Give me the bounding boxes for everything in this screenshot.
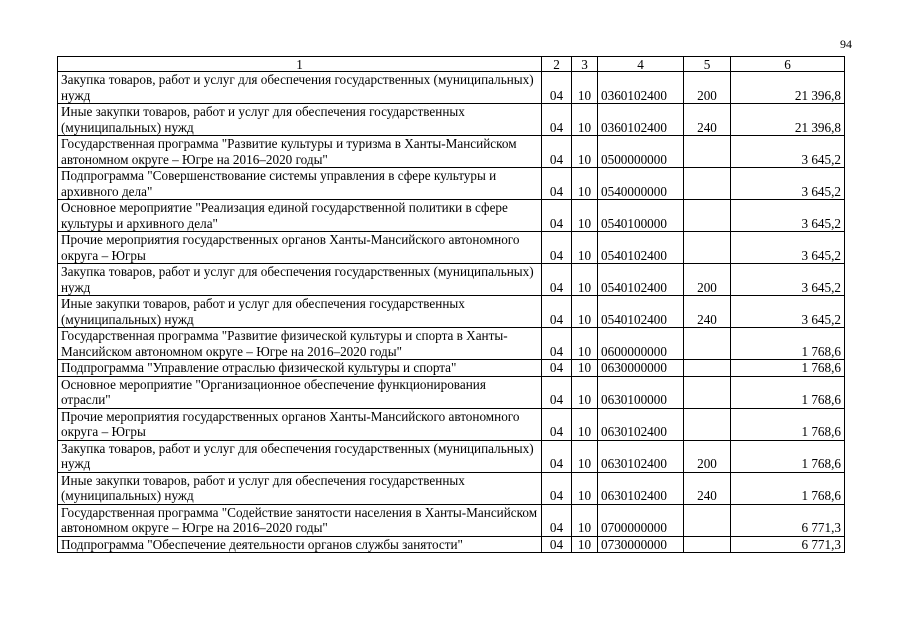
row-section: 04 bbox=[542, 328, 572, 360]
table-row bbox=[58, 472, 845, 504]
row-expense-type: 200 bbox=[684, 72, 731, 104]
row-name: Иные закупки товаров, работ и услуг для обеспечения государственных (муниципальных) нужд bbox=[58, 104, 542, 136]
row-subsection: 10 bbox=[572, 136, 598, 168]
row-expense-type bbox=[684, 376, 731, 408]
column-header: 3 bbox=[572, 57, 598, 72]
row-section: 04 bbox=[542, 536, 572, 553]
row-target-code: 0630102400 bbox=[598, 472, 684, 504]
row-name: Основное мероприятие "Организационное обеспечение функционирования отрасли" bbox=[58, 376, 542, 408]
row-expense-type bbox=[684, 408, 731, 440]
row-section: 04 bbox=[542, 376, 572, 408]
row-section: 04 bbox=[542, 440, 572, 472]
column-header: 6 bbox=[731, 57, 845, 72]
row-expense-type bbox=[684, 360, 731, 377]
row-subsection: 10 bbox=[572, 472, 598, 504]
row-expense-type: 240 bbox=[684, 104, 731, 136]
row-section: 04 bbox=[542, 200, 572, 232]
row-subsection: 10 bbox=[572, 200, 598, 232]
row-name: Подпрограмма "Совершенствование системы управления в сфере культуры и архивного дела" bbox=[58, 168, 542, 200]
row-target-code: 0630100000 bbox=[598, 376, 684, 408]
column-header: 5 bbox=[684, 57, 731, 72]
row-section: 04 bbox=[542, 168, 572, 200]
table-row bbox=[58, 232, 845, 264]
row-section: 04 bbox=[542, 136, 572, 168]
row-expense-type: 200 bbox=[684, 264, 731, 296]
table-row bbox=[58, 136, 845, 168]
row-target-code: 0500000000 bbox=[598, 136, 684, 168]
row-amount: 3 645,2 bbox=[731, 296, 845, 328]
row-amount: 1 768,6 bbox=[731, 408, 845, 440]
row-subsection: 10 bbox=[572, 104, 598, 136]
row-name: Прочие мероприятия государственных органов Ханты-Мансийского автономного округа – Югры bbox=[58, 232, 542, 264]
table-row bbox=[58, 168, 845, 200]
row-expense-type bbox=[684, 328, 731, 360]
row-amount: 1 768,6 bbox=[731, 360, 845, 377]
row-subsection: 10 bbox=[572, 296, 598, 328]
column-header: 4 bbox=[598, 57, 684, 72]
row-name: Государственная программа "Развитие культуры и туризма в Ханты-Мансийском автономном округе – Югре на 2016–2020 годы" bbox=[58, 136, 542, 168]
row-target-code: 0540102400 bbox=[598, 296, 684, 328]
row-subsection: 10 bbox=[572, 328, 598, 360]
table-row bbox=[58, 200, 845, 232]
row-name: Закупка товаров, работ и услуг для обеспечения государственных (муниципальных) нужд bbox=[58, 440, 542, 472]
row-expense-type: 240 bbox=[684, 296, 731, 328]
row-name: Прочие мероприятия государственных органов Ханты-Мансийского автономного округа – Югры bbox=[58, 408, 542, 440]
row-amount: 6 771,3 bbox=[731, 504, 845, 536]
row-target-code: 0700000000 bbox=[598, 504, 684, 536]
row-target-code: 0540100000 bbox=[598, 200, 684, 232]
table-row bbox=[58, 360, 845, 377]
row-target-code: 0540102400 bbox=[598, 232, 684, 264]
row-target-code: 0540000000 bbox=[598, 168, 684, 200]
row-amount: 3 645,2 bbox=[731, 136, 845, 168]
table-row bbox=[58, 104, 845, 136]
table-header-row bbox=[58, 57, 845, 72]
table-row bbox=[58, 328, 845, 360]
row-amount: 1 768,6 bbox=[731, 376, 845, 408]
table-row bbox=[58, 376, 845, 408]
row-amount: 6 771,3 bbox=[731, 536, 845, 553]
row-target-code: 0630000000 bbox=[598, 360, 684, 377]
table-row bbox=[58, 504, 845, 536]
page-number: 94 bbox=[840, 37, 852, 51]
row-section: 04 bbox=[542, 232, 572, 264]
row-name: Подпрограмма "Управление отраслью физической культуры и спорта" bbox=[58, 360, 542, 377]
row-name: Государственная программа "Развитие физической культуры и спорта в Ханты-Мансийском автономном округе – Югре на 2016–2020 годы" bbox=[58, 328, 542, 360]
row-amount: 21 396,8 bbox=[731, 72, 845, 104]
row-expense-type bbox=[684, 504, 731, 536]
row-amount: 21 396,8 bbox=[731, 104, 845, 136]
row-subsection: 10 bbox=[572, 440, 598, 472]
table-row bbox=[58, 536, 845, 553]
row-expense-type bbox=[684, 168, 731, 200]
row-target-code: 0360102400 bbox=[598, 72, 684, 104]
row-expense-type bbox=[684, 536, 731, 553]
row-target-code: 0730000000 bbox=[598, 536, 684, 553]
row-name: Закупка товаров, работ и услуг для обеспечения государственных (муниципальных) нужд bbox=[58, 264, 542, 296]
column-header: 1 bbox=[58, 57, 542, 72]
row-section: 04 bbox=[542, 264, 572, 296]
row-amount: 3 645,2 bbox=[731, 168, 845, 200]
row-section: 04 bbox=[542, 104, 572, 136]
row-subsection: 10 bbox=[572, 536, 598, 553]
row-subsection: 10 bbox=[572, 264, 598, 296]
row-amount: 3 645,2 bbox=[731, 264, 845, 296]
row-expense-type: 200 bbox=[684, 440, 731, 472]
table-row bbox=[58, 408, 845, 440]
row-subsection: 10 bbox=[572, 232, 598, 264]
row-amount: 1 768,6 bbox=[731, 440, 845, 472]
row-expense-type bbox=[684, 232, 731, 264]
table-row bbox=[58, 296, 845, 328]
row-target-code: 0360102400 bbox=[598, 104, 684, 136]
row-amount: 1 768,6 bbox=[731, 472, 845, 504]
row-amount: 3 645,2 bbox=[731, 200, 845, 232]
table-row bbox=[58, 264, 845, 296]
row-subsection: 10 bbox=[572, 72, 598, 104]
table-row bbox=[58, 72, 845, 104]
row-expense-type: 240 bbox=[684, 472, 731, 504]
row-name: Иные закупки товаров, работ и услуг для обеспечения государственных (муниципальных) нужд bbox=[58, 296, 542, 328]
row-expense-type bbox=[684, 136, 731, 168]
row-expense-type bbox=[684, 200, 731, 232]
row-section: 04 bbox=[542, 296, 572, 328]
row-section: 04 bbox=[542, 360, 572, 377]
row-name: Иные закупки товаров, работ и услуг для обеспечения государственных (муниципальных) нужд bbox=[58, 472, 542, 504]
row-section: 04 bbox=[542, 504, 572, 536]
row-target-code: 0630102400 bbox=[598, 408, 684, 440]
row-subsection: 10 bbox=[572, 408, 598, 440]
row-target-code: 0540102400 bbox=[598, 264, 684, 296]
row-amount: 1 768,6 bbox=[731, 328, 845, 360]
column-header: 2 bbox=[542, 57, 572, 72]
row-name: Основное мероприятие "Реализация единой государственной политики в сфере культуры и архивного дела" bbox=[58, 200, 542, 232]
row-section: 04 bbox=[542, 72, 572, 104]
row-subsection: 10 bbox=[572, 376, 598, 408]
row-section: 04 bbox=[542, 472, 572, 504]
row-name: Подпрограмма "Обеспечение деятельности органов службы занятости" bbox=[58, 536, 542, 553]
row-name: Закупка товаров, работ и услуг для обеспечения государственных (муниципальных) нужд bbox=[58, 72, 542, 104]
row-subsection: 10 bbox=[572, 504, 598, 536]
row-name: Государственная программа "Содействие занятости населения в Ханты-Мансийском автономном округе – Югре на 2016–2020 годы" bbox=[58, 504, 542, 536]
table-row bbox=[58, 440, 845, 472]
row-subsection: 10 bbox=[572, 168, 598, 200]
row-amount: 3 645,2 bbox=[731, 232, 845, 264]
row-target-code: 0600000000 bbox=[598, 328, 684, 360]
budget-table bbox=[57, 56, 845, 553]
row-target-code: 0630102400 bbox=[598, 440, 684, 472]
row-section: 04 bbox=[542, 408, 572, 440]
row-subsection: 10 bbox=[572, 360, 598, 377]
